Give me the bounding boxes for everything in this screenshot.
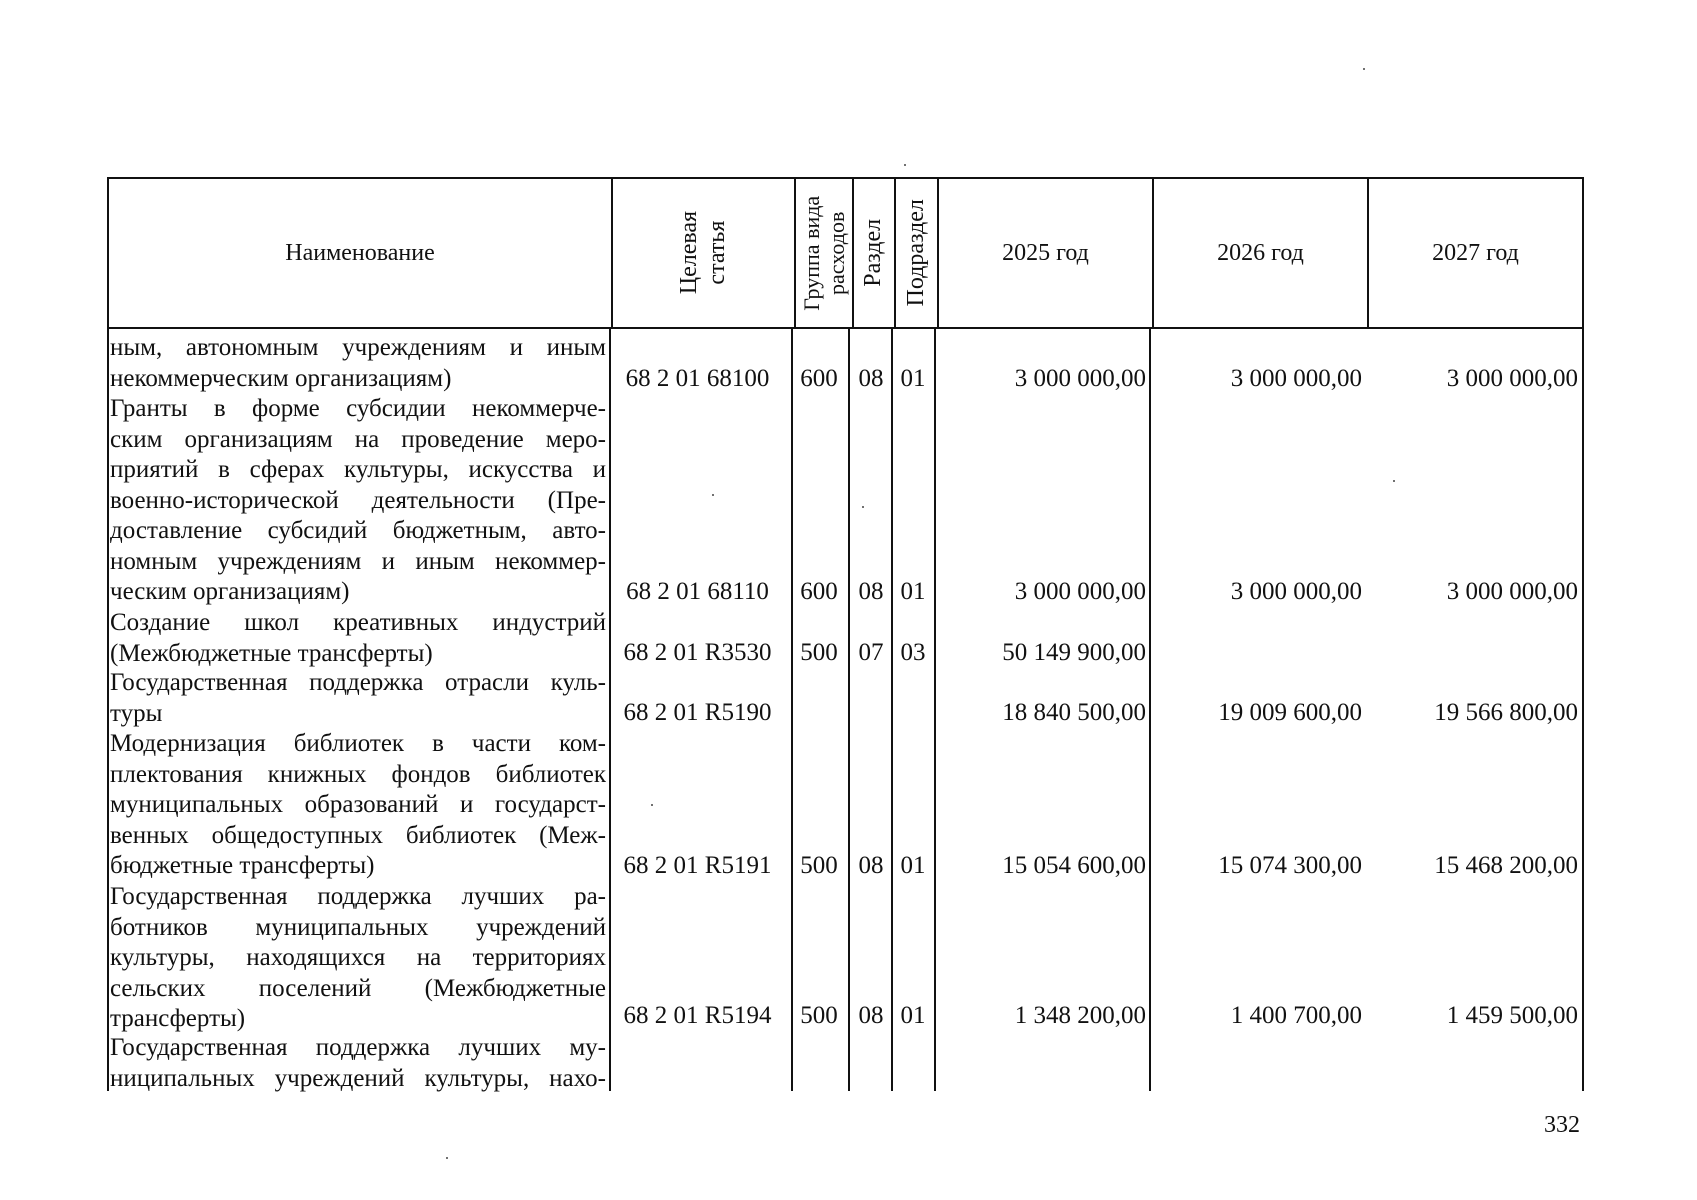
- table-row-name: ным, автономным учреждениям и иным некоммерческим организациям): [110, 334, 606, 392]
- row-amount-2026: 3 000 000,00: [1230, 578, 1362, 605]
- header-name-label: Наименование: [285, 239, 435, 266]
- row-amount-2026: 3 000 000,00: [1230, 365, 1362, 392]
- scan-speck: [1393, 480, 1395, 482]
- row-section: 08: [858, 852, 884, 879]
- column-divider: [934, 329, 936, 1091]
- scan-speck: [862, 506, 864, 508]
- row-amount-2025: 1 348 200,00: [1014, 1002, 1146, 1029]
- row-target-code: 68 2 01 R5194: [623, 1002, 772, 1029]
- row-expense-group: 500: [800, 1002, 838, 1029]
- header-name: [109, 179, 613, 327]
- row-subsection: 01: [900, 1002, 926, 1029]
- row-section: 08: [858, 365, 884, 392]
- column-divider: [107, 329, 109, 1091]
- row-target-code: 68 2 01 R5190: [623, 699, 772, 726]
- row-amount-2027: 1 459 500,00: [1446, 1002, 1578, 1029]
- row-section: 08: [858, 578, 884, 605]
- row-section: 07: [858, 639, 884, 666]
- column-divider: [891, 329, 893, 1091]
- row-amount-2027: 19 566 800,00: [1434, 699, 1578, 726]
- row-amount-2026: 19 009 600,00: [1218, 699, 1362, 726]
- row-subsection: 01: [900, 578, 926, 605]
- header-subsection-label: Подраздел: [902, 199, 929, 307]
- header-target-article-label: Целевая статья: [675, 211, 730, 295]
- row-amount-2027: 3 000 000,00: [1446, 365, 1578, 392]
- row-expense-group: 600: [800, 365, 838, 392]
- row-amount-2027: 3 000 000,00: [1446, 578, 1578, 605]
- scan-speck: [904, 164, 906, 166]
- table-header: [107, 177, 1584, 329]
- row-section: 08: [858, 1002, 884, 1029]
- row-amount-2025: 3 000 000,00: [1014, 578, 1146, 605]
- row-amount-2026: 15 074 300,00: [1218, 852, 1362, 879]
- header-year-2025: 2025 год: [939, 179, 1154, 327]
- header-year-2026: 2026 год: [1154, 179, 1369, 327]
- table-row-name: Государственная поддержка отрасли куль- туры: [110, 669, 606, 727]
- row-target-code: 68 2 01 68110: [626, 578, 769, 605]
- row-expense-group: 500: [800, 852, 838, 879]
- scan-speck: [1363, 68, 1365, 70]
- header-expense-group: [796, 179, 854, 327]
- table-row-name: Создание школ креативных индустрий (Межбюджетные трансферты): [110, 609, 606, 667]
- table-row-name: Государственная поддержка лучших ра- ботников муниципальных учреждений культуры, находящихся на территориях сельских поселений (Межбюджетные трансферты): [110, 883, 606, 1032]
- row-subsection: 03: [900, 639, 926, 666]
- row-amount-2025: 3 000 000,00: [1014, 365, 1146, 392]
- column-divider: [1582, 329, 1584, 1091]
- row-expense-group: 500: [800, 639, 838, 666]
- row-target-code: 68 2 01 R3530: [623, 639, 772, 666]
- row-subsection: 01: [900, 365, 926, 392]
- table-row-name: Гранты в форме субсидии некоммерче- ским организациям на проведение меро- приятий в сферах культуры, искусства и военно-исторической деятельности (Пре- доставление субсидий бюджетным, авто- номным учреждениям и иным некоммер- ческим организациям): [110, 395, 606, 605]
- header-subsection: [896, 179, 939, 327]
- header-expense-group-label: Группа вида расходов: [798, 195, 850, 311]
- column-divider: [848, 329, 850, 1091]
- row-amount-2025: 18 840 500,00: [1002, 699, 1146, 726]
- scan-speck: [446, 1157, 448, 1159]
- header-section-label: Раздел: [860, 219, 887, 287]
- row-target-code: 68 2 01 R5191: [623, 852, 772, 879]
- row-amount-2026: 1 400 700,00: [1230, 1002, 1362, 1029]
- scan-speck: [651, 804, 653, 806]
- page-number: 332: [1544, 1112, 1580, 1138]
- row-target-code: 68 2 01 68100: [625, 365, 770, 392]
- header-section: [854, 179, 896, 327]
- table-row-name: Модернизация библиотек в части ком- плектования книжных фондов библиотек муниципальных образований и государст- венных общедоступных библиотек (Меж- бюджетные трансферты): [110, 730, 606, 879]
- header-target-article: [613, 179, 796, 327]
- row-amount-2025: 15 054 600,00: [1002, 852, 1146, 879]
- row-subsection: 01: [900, 852, 926, 879]
- row-amount-2027: 15 468 200,00: [1434, 852, 1578, 879]
- scan-speck: [712, 494, 714, 496]
- row-amount-2025: 50 149 900,00: [1002, 639, 1146, 666]
- table-row-name: Государственная поддержка лучших му- ниципальных учреждений культуры, нахо-: [110, 1034, 606, 1092]
- column-divider: [791, 329, 793, 1091]
- row-expense-group: 600: [800, 578, 838, 605]
- header-year-2027: 2027 год: [1432, 239, 1519, 266]
